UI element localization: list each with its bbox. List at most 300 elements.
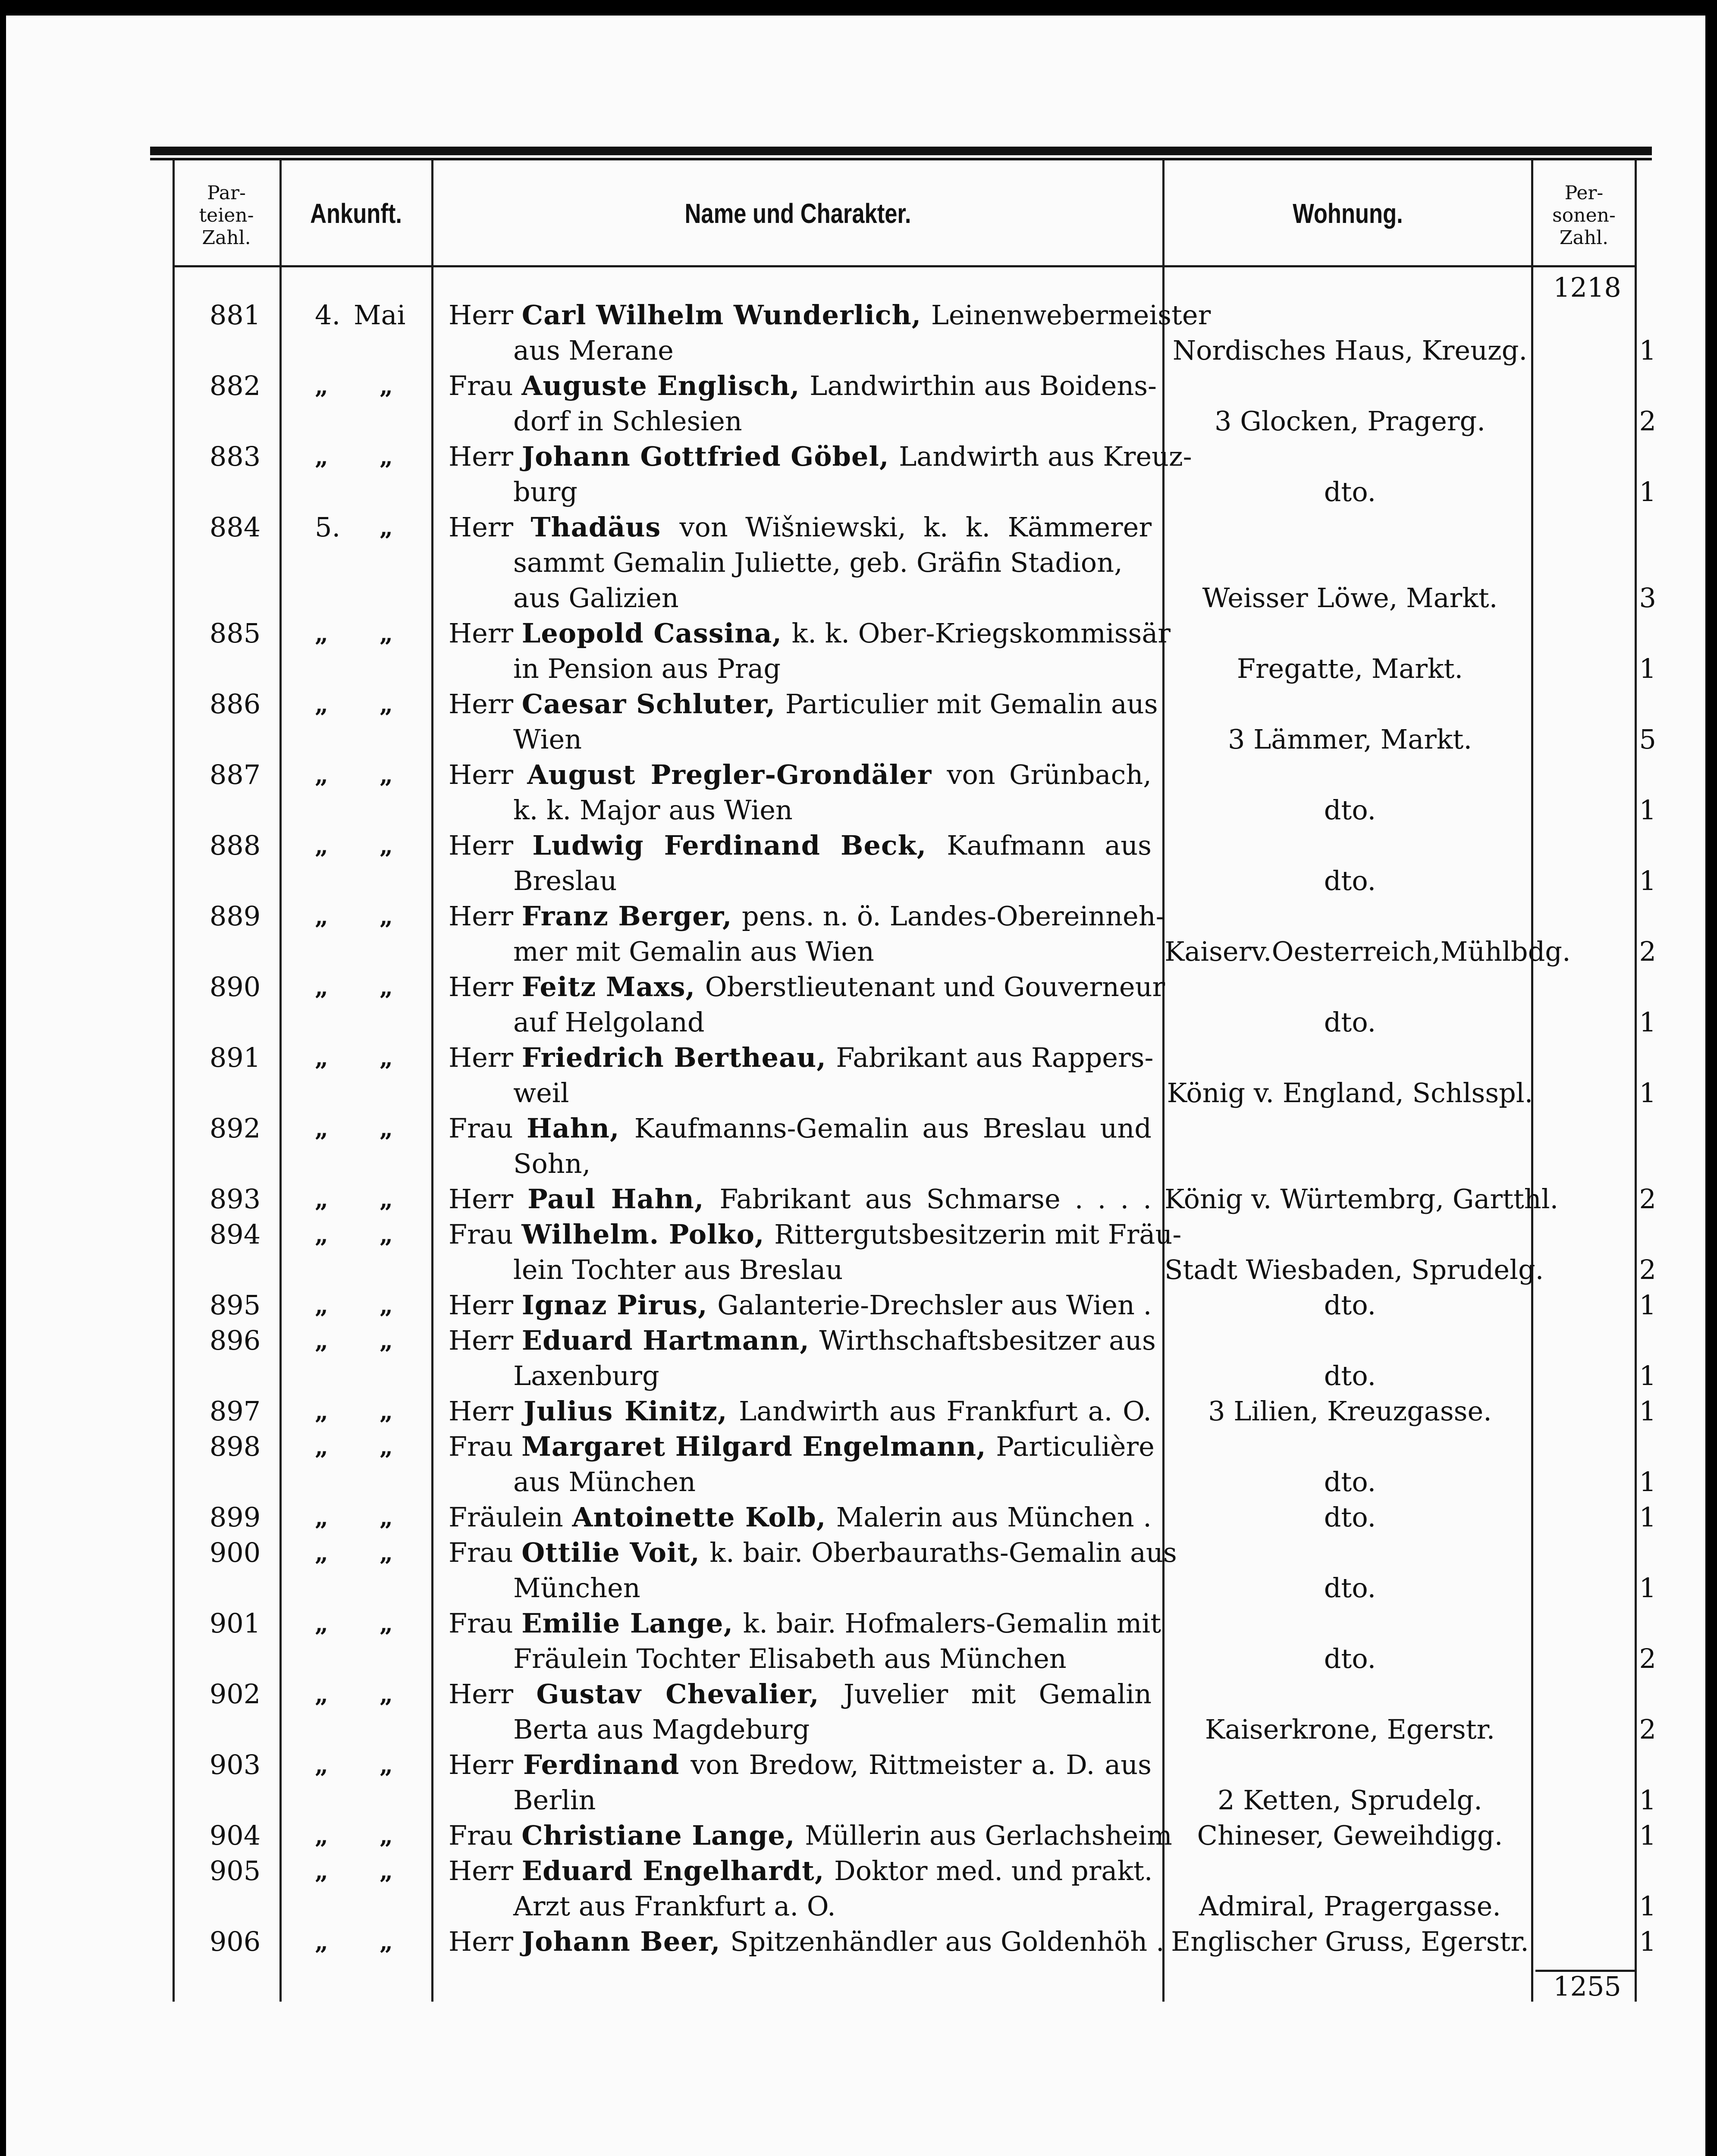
personen-count: 1 xyxy=(1639,794,1656,826)
ditto-mark: „ xyxy=(315,1928,329,1955)
ditto-mark: „ xyxy=(380,690,393,718)
personen-count: 2 xyxy=(1639,1183,1656,1215)
personen-count: 3 xyxy=(1639,582,1656,614)
guest-name-character xyxy=(449,1040,1152,1111)
guest-title: Herr xyxy=(449,1395,524,1427)
ditto-mark: „ xyxy=(315,1751,329,1779)
guest-name-character xyxy=(449,1677,1152,1747)
personen-count: 1 xyxy=(1639,1784,1656,1816)
guest-description: Landwirth aus Frankfurt a. O. xyxy=(739,1395,1152,1427)
entry-line xyxy=(449,333,1152,368)
guest-name: Franz Berger, xyxy=(521,900,742,932)
guest-description: Landwirthin aus Boidens- xyxy=(810,370,1157,401)
guest-name-character xyxy=(449,899,1165,969)
wohnung: dto. xyxy=(1324,1360,1376,1391)
entry-line-text: Wien xyxy=(513,724,582,755)
entry-line xyxy=(449,1429,1155,1464)
guest-name-character xyxy=(449,1323,1156,1394)
entry-line-text: mer mit Gemalin aus Wien xyxy=(513,936,874,967)
guest-name-character xyxy=(449,1288,1152,1323)
guest-description: Oberstlieutenant und Gouverneur xyxy=(705,971,1165,1003)
entry-line xyxy=(449,1111,1152,1146)
entry-line xyxy=(449,757,1152,793)
table-row xyxy=(0,1606,1717,1677)
wohnung: dto. xyxy=(1324,1501,1376,1533)
table-row xyxy=(0,1429,1717,1500)
entry-line-text: aus Galizien xyxy=(513,582,679,614)
parteien-number: 897 xyxy=(209,1395,261,1427)
wohnung: Fregatte, Markt. xyxy=(1237,653,1463,684)
ditto-mark: „ xyxy=(315,1221,329,1248)
guest-name: Johann Gottfried Göbel, xyxy=(521,441,899,472)
entry-line xyxy=(449,616,1171,651)
guest-name-character xyxy=(449,757,1152,828)
guest-name: Feitz Maxs, xyxy=(521,971,705,1003)
table-row xyxy=(0,1677,1717,1747)
table-row xyxy=(0,1217,1717,1288)
entry-line xyxy=(449,368,1157,404)
guest-description: Müllerin aus Gerlachsheim xyxy=(805,1820,1172,1851)
parteien-number: 885 xyxy=(209,617,261,649)
guest-name-character xyxy=(449,1535,1177,1606)
entry-line xyxy=(449,1288,1152,1323)
guest-title: Herr xyxy=(449,1749,524,1780)
guest-name-character xyxy=(449,828,1152,899)
ditto-mark: „ xyxy=(315,1857,329,1885)
guest-name: Ottilie Voit, xyxy=(521,1537,710,1568)
personen-count: 2 xyxy=(1639,405,1656,437)
entry-line xyxy=(449,1217,1182,1252)
entry-line-text: Berta aus Magdeburg xyxy=(513,1714,810,1745)
guest-name: Johann Beer, xyxy=(521,1926,731,1957)
ditto-mark: „ xyxy=(380,1751,393,1779)
entry-line xyxy=(449,1181,1152,1217)
entry-line xyxy=(449,1464,1152,1500)
table-row xyxy=(0,828,1717,899)
wohnung: 3 Lilien, Kreuzgasse. xyxy=(1208,1395,1492,1427)
guest-name-character xyxy=(449,1111,1152,1181)
entry-line xyxy=(449,1500,1152,1535)
guest-description: Doktor med. und prakt. xyxy=(834,1855,1153,1887)
parteien-number: 904 xyxy=(209,1820,261,1851)
parteien-number: 884 xyxy=(209,511,261,543)
guest-name: Friedrich Bertheau, xyxy=(521,1042,836,1073)
table-row xyxy=(0,686,1717,757)
table-row xyxy=(0,969,1717,1040)
guest-description: Spitzenhändler aus Goldenhöh . xyxy=(730,1926,1165,1957)
ditto-mark: „ xyxy=(315,1433,329,1460)
guest-description: Particulière xyxy=(996,1431,1155,1462)
guest-name: Margaret Hilgard Engelmann, xyxy=(521,1431,996,1462)
entry-line xyxy=(449,1005,1152,1040)
ditto-mark: „ xyxy=(315,1610,329,1637)
table-row xyxy=(0,616,1717,686)
entry-line-text: in Pension aus Prag xyxy=(513,653,781,684)
personen-count: 2 xyxy=(1639,1643,1656,1674)
wohnung: Stadt Wiesbaden, Sprudelg. xyxy=(1165,1254,1544,1285)
guest-title: Herr xyxy=(449,1042,522,1073)
ditto-mark: „ xyxy=(380,443,393,470)
ditto-mark: „ xyxy=(380,514,393,541)
parteien-number: 902 xyxy=(209,1678,261,1710)
guest-name-character xyxy=(449,1429,1155,1500)
personen-count: 1 xyxy=(1639,1572,1656,1604)
guest-name: Carl Wilhelm Wunderlich, xyxy=(521,299,931,331)
guest-description: Kaufmanns-Gemalin aus Breslau und xyxy=(634,1112,1152,1144)
guest-description: Wirthschaftsbesitzer aus xyxy=(819,1325,1156,1356)
ditto-mark: „ xyxy=(315,973,329,1001)
entry-line xyxy=(449,686,1158,722)
ditto-mark: „ xyxy=(315,1044,329,1072)
wohnung: dto. xyxy=(1324,1466,1376,1498)
guest-title: Frau xyxy=(449,1820,522,1851)
parteien-number: 901 xyxy=(209,1608,261,1639)
guest-name: Christiane Lange, xyxy=(521,1820,805,1851)
wohnung: 3 Glocken, Pragerg. xyxy=(1215,405,1485,437)
table-row xyxy=(0,510,1717,616)
ditto-mark: „ xyxy=(315,832,329,859)
table-row xyxy=(0,757,1717,828)
guest-title: Frau xyxy=(449,1608,522,1639)
parteien-number: 883 xyxy=(209,441,261,472)
guest-title: Frau xyxy=(449,1537,522,1568)
ditto-mark: „ xyxy=(380,372,393,400)
entry-line-text: burg xyxy=(513,476,578,508)
guest-name-character xyxy=(449,510,1152,616)
entry-line xyxy=(449,1889,1152,1924)
entry-line xyxy=(449,651,1152,686)
guest-title: Herr xyxy=(449,900,522,932)
guest-name-character xyxy=(449,1818,1172,1853)
guest-name: Ferdinand xyxy=(523,1749,691,1780)
parteien-number: 887 xyxy=(209,759,261,790)
ditto-mark: „ xyxy=(380,1433,393,1460)
entry-line: sammt Gemalin Juliette, geb. Gräfin Stadion, xyxy=(513,547,1123,578)
guest-name-character xyxy=(449,1747,1152,1818)
entry-line xyxy=(449,1606,1161,1641)
entry-line xyxy=(449,1040,1152,1075)
guest-description: Juvelier mit Gemalin xyxy=(843,1678,1152,1710)
parteien-number: 900 xyxy=(209,1537,261,1568)
arrival-month: Mai xyxy=(354,299,406,331)
wohnung: König v. England, Schlsspl. xyxy=(1167,1077,1533,1109)
guest-description: Rittergutsbesitzerin mit Fräu- xyxy=(774,1219,1182,1250)
parteien-number: 886 xyxy=(209,688,261,720)
guest-description: Fabrikant aus Rappers- xyxy=(836,1042,1154,1073)
entry-line-text: Fräulein Tochter Elisabeth aus München xyxy=(513,1643,1067,1674)
entry-line xyxy=(449,1570,1152,1606)
guest-title: Herr xyxy=(449,830,533,861)
guest-name: Emilie Lange, xyxy=(521,1608,743,1639)
guest-name-character xyxy=(449,1606,1161,1677)
header-name-charakter: Name und Charakter. xyxy=(684,198,911,229)
header-wohnung: Wohnung. xyxy=(1293,198,1403,229)
personen-count: 5 xyxy=(1639,724,1656,755)
entry-line-text: Breslau xyxy=(513,865,617,896)
guest-description: Kaufmann aus xyxy=(947,830,1152,861)
ditto-mark: „ xyxy=(315,1291,329,1319)
guest-title: Herr xyxy=(449,1678,537,1710)
wohnung: Englischer Gruss, Egerstr. xyxy=(1171,1926,1529,1957)
entry-line xyxy=(449,1783,1152,1818)
ditto-mark: „ xyxy=(380,1327,393,1354)
ditto-mark: „ xyxy=(315,1115,329,1142)
personen-count: 1 xyxy=(1639,1501,1656,1533)
parteien-number: 891 xyxy=(209,1042,261,1073)
entry-line-text: lein Tochter aus Breslau xyxy=(513,1254,843,1285)
parteien-number: 881 xyxy=(209,299,261,331)
guest-title: Herr xyxy=(449,688,522,720)
entry-line-text: k. k. Major aus Wien xyxy=(513,794,793,826)
table-row xyxy=(0,368,1717,439)
personen-count: 1 xyxy=(1639,1820,1656,1851)
personen-count: 1 xyxy=(1639,1077,1656,1109)
guest-title: Herr xyxy=(449,441,522,472)
ditto-mark: „ xyxy=(315,761,329,789)
guest-title: Herr xyxy=(449,971,522,1003)
entry-line xyxy=(449,1853,1152,1889)
parteien-number: 889 xyxy=(209,900,261,932)
table-row xyxy=(0,1040,1717,1111)
header-parteien-zahl: Par- teien- Zahl. xyxy=(199,182,254,249)
entry-line-text: dorf in Schlesien xyxy=(513,405,742,437)
ditto-mark: „ xyxy=(315,443,329,470)
guest-description: Fabrikant aus Schmarse . . . . xyxy=(719,1183,1152,1215)
ditto-mark: „ xyxy=(380,1291,393,1319)
parteien-number: 906 xyxy=(209,1926,261,1957)
ditto-mark: „ xyxy=(380,620,393,647)
guest-title: Herr xyxy=(449,1926,522,1957)
wohnung: Chineser, Geweihdigg. xyxy=(1197,1820,1503,1851)
personen-count: 1 xyxy=(1639,1360,1656,1391)
entry-line xyxy=(449,1394,1152,1429)
ditto-mark: „ xyxy=(315,620,329,647)
entry-line xyxy=(449,474,1152,510)
guest-name-character xyxy=(449,368,1157,439)
entry-line xyxy=(449,793,1152,828)
wohnung: König v. Würtembrg, Gartthl. xyxy=(1165,1183,1559,1215)
guest-description: Leinenwebermeister xyxy=(931,299,1211,331)
header-rule xyxy=(173,265,1637,267)
parteien-number: 905 xyxy=(209,1855,261,1887)
personen-count: 1 xyxy=(1639,335,1656,366)
entry-line xyxy=(449,899,1165,934)
guest-name-character xyxy=(449,1217,1182,1288)
guest-name-character xyxy=(449,1924,1165,1959)
entry-line-text: weil xyxy=(513,1077,569,1109)
entry-line-text: Arzt aus Frankfurt a. O. xyxy=(513,1890,836,1922)
personen-count: 1 xyxy=(1639,1890,1656,1922)
guest-description: Particulier mit Gemalin aus xyxy=(785,688,1158,720)
guest-title: Herr xyxy=(449,1289,522,1321)
ditto-mark: „ xyxy=(380,1115,393,1142)
guest-description: k. bair. Oberbauraths-Gemalin aus xyxy=(709,1537,1177,1568)
wohnung: dto. xyxy=(1324,476,1376,508)
carried-total: 1218 xyxy=(1553,272,1621,303)
wohnung: dto. xyxy=(1324,1572,1376,1604)
entry-line xyxy=(449,1747,1152,1783)
ditto-mark: „ xyxy=(315,1504,329,1531)
entry-line xyxy=(449,1818,1172,1853)
table-row xyxy=(0,1535,1717,1606)
table-row xyxy=(0,1394,1717,1429)
guest-name: August Pregler-Grondäler xyxy=(527,759,947,790)
ditto-mark: „ xyxy=(380,761,393,789)
personen-count: 1 xyxy=(1639,1289,1656,1321)
entry-line xyxy=(449,580,1152,616)
ditto-mark: „ xyxy=(380,1610,393,1637)
ditto-mark: „ xyxy=(315,1539,329,1567)
top-rule xyxy=(150,147,1652,155)
wohnung: dto. xyxy=(1324,865,1376,896)
parteien-number: 898 xyxy=(209,1431,261,1462)
wohnung: Nordisches Haus, Kreuzg. xyxy=(1172,335,1528,366)
guest-description: k. bair. Hofmalers-Gemalin mit xyxy=(743,1608,1161,1639)
entry-line-text: auf Helgoland xyxy=(513,1006,705,1038)
wohnung: 2 Ketten, Sprudelg. xyxy=(1218,1784,1482,1816)
guest-name-character xyxy=(449,1394,1152,1429)
ditto-mark: „ xyxy=(315,1680,329,1708)
entry-line xyxy=(449,1075,1152,1111)
entry-line-text: Berlin xyxy=(513,1784,596,1816)
guest-name-character xyxy=(449,1500,1152,1535)
personen-count: 2 xyxy=(1639,1254,1656,1285)
wohnung: 3 Lämmer, Markt. xyxy=(1227,724,1472,755)
guest-title: Herr xyxy=(449,511,531,543)
guest-description: von Bredow, Rittmeister a. D. aus xyxy=(691,1749,1152,1780)
wohnung: Kaiserv.Oesterreich,Mühlbdg. xyxy=(1165,936,1571,967)
entry-line xyxy=(449,934,1152,969)
ditto-mark: „ xyxy=(315,903,329,930)
ditto-mark: „ xyxy=(315,1327,329,1354)
entry-line-text: München xyxy=(513,1572,640,1604)
guest-name: Auguste Englisch, xyxy=(521,370,810,401)
ditto-mark: „ xyxy=(315,1822,329,1849)
entry-line xyxy=(449,1252,1152,1288)
ditto-mark: „ xyxy=(380,1504,393,1531)
wohnung: dto. xyxy=(1324,1006,1376,1038)
guest-name-character xyxy=(449,969,1165,1040)
ditto-mark: „ xyxy=(315,1398,329,1425)
entry-line xyxy=(449,1146,1152,1181)
table-row xyxy=(0,1111,1717,1181)
table-row xyxy=(0,1924,1717,1959)
guest-description: von Grünbach, xyxy=(947,759,1152,790)
guest-title: Fräulein xyxy=(449,1501,572,1533)
personen-count: 1 xyxy=(1639,1926,1656,1957)
guest-title: Frau xyxy=(449,1219,522,1250)
entry-line xyxy=(449,1535,1177,1570)
personen-count: 1 xyxy=(1639,1395,1656,1427)
entry-line xyxy=(449,1924,1165,1959)
wohnung: dto. xyxy=(1324,1289,1376,1321)
guest-title: Frau xyxy=(449,1431,522,1462)
guest-name-character xyxy=(449,298,1211,368)
entry-line xyxy=(449,404,1152,439)
guest-name: Ludwig Ferdinand Beck, xyxy=(532,830,947,861)
wohnung: Weisser Löwe, Markt. xyxy=(1202,582,1498,614)
entry-line xyxy=(449,1641,1152,1677)
personen-count: 1 xyxy=(1639,865,1656,896)
table-row xyxy=(0,1853,1717,1924)
parteien-number: 882 xyxy=(209,370,261,401)
guest-name-character xyxy=(449,439,1192,510)
personen-count: 2 xyxy=(1639,936,1656,967)
parteien-number: 903 xyxy=(209,1749,261,1780)
wohnung: dto. xyxy=(1324,794,1376,826)
guest-name: Eduard Engelhardt, xyxy=(521,1855,834,1887)
guest-description: von Wišniewski, k. k. Kämmerer xyxy=(679,511,1152,543)
guest-name: Antoinette Kolb, xyxy=(572,1501,836,1533)
guest-name: Thadäus xyxy=(530,511,680,543)
personen-count: 1 xyxy=(1639,1006,1656,1038)
arrival-day: 5. xyxy=(315,511,341,543)
guest-name: Caesar Schluter, xyxy=(521,688,785,720)
table-row xyxy=(0,1747,1717,1818)
entry-line-text: aus München xyxy=(513,1466,696,1498)
entry-line xyxy=(449,1323,1156,1358)
table-row xyxy=(0,1181,1717,1217)
guest-name: Gustav Chevalier, xyxy=(536,1678,844,1710)
entry-line xyxy=(449,1712,1152,1747)
parteien-number: 892 xyxy=(209,1112,261,1144)
guest-description: Landwirth aus Kreuz- xyxy=(899,441,1192,472)
guest-title: Herr xyxy=(449,617,522,649)
guest-name-character xyxy=(449,1853,1152,1924)
table-row xyxy=(0,439,1717,510)
entry-line xyxy=(449,1358,1152,1394)
ditto-mark: „ xyxy=(380,1044,393,1072)
guest-title: Herr xyxy=(449,1325,522,1356)
entry-line xyxy=(449,298,1211,333)
entry-line xyxy=(449,863,1152,899)
parteien-number: 894 xyxy=(209,1219,261,1250)
ditto-mark: „ xyxy=(315,1185,329,1213)
ditto-mark: „ xyxy=(380,1398,393,1425)
entry-line-text: Sohn, xyxy=(513,1148,591,1179)
personen-count: 1 xyxy=(1639,653,1656,684)
guest-title: Herr xyxy=(449,299,522,331)
guest-name-character xyxy=(449,616,1171,686)
guest-name: Julius Kinitz, xyxy=(523,1395,739,1427)
ditto-mark: „ xyxy=(315,372,329,400)
ditto-mark: „ xyxy=(315,690,329,718)
guest-name-character xyxy=(449,1181,1152,1217)
arrival-day: 4. xyxy=(315,299,341,331)
parteien-number: 893 xyxy=(209,1183,261,1215)
entry-line-text: aus Merane xyxy=(513,335,674,366)
header-personen-zahl: Per- sonen- Zahl. xyxy=(1552,182,1616,249)
header-ankunft: Ankunft. xyxy=(310,198,402,229)
table-row xyxy=(0,1818,1717,1853)
guest-description: k. k. Ober-Kriegskommissär xyxy=(791,617,1171,649)
guest-description: Malerin aus München . xyxy=(836,1501,1152,1533)
guest-title: Herr xyxy=(449,1855,522,1887)
parteien-number: 896 xyxy=(209,1325,261,1356)
parteien-number: 888 xyxy=(209,830,261,861)
ditto-mark: „ xyxy=(380,1185,393,1213)
entry-line xyxy=(449,722,1152,757)
ditto-mark: „ xyxy=(380,832,393,859)
table-row xyxy=(0,298,1717,368)
ditto-mark: „ xyxy=(380,1221,393,1248)
guest-name: Leopold Cassina, xyxy=(521,617,792,649)
ditto-mark: „ xyxy=(380,1857,393,1885)
entry-line-text: Laxenburg xyxy=(513,1360,659,1391)
parteien-number: 899 xyxy=(209,1501,261,1533)
ditto-mark: „ xyxy=(380,1539,393,1567)
guest-name: Wilhelm. Polko, xyxy=(521,1219,775,1250)
